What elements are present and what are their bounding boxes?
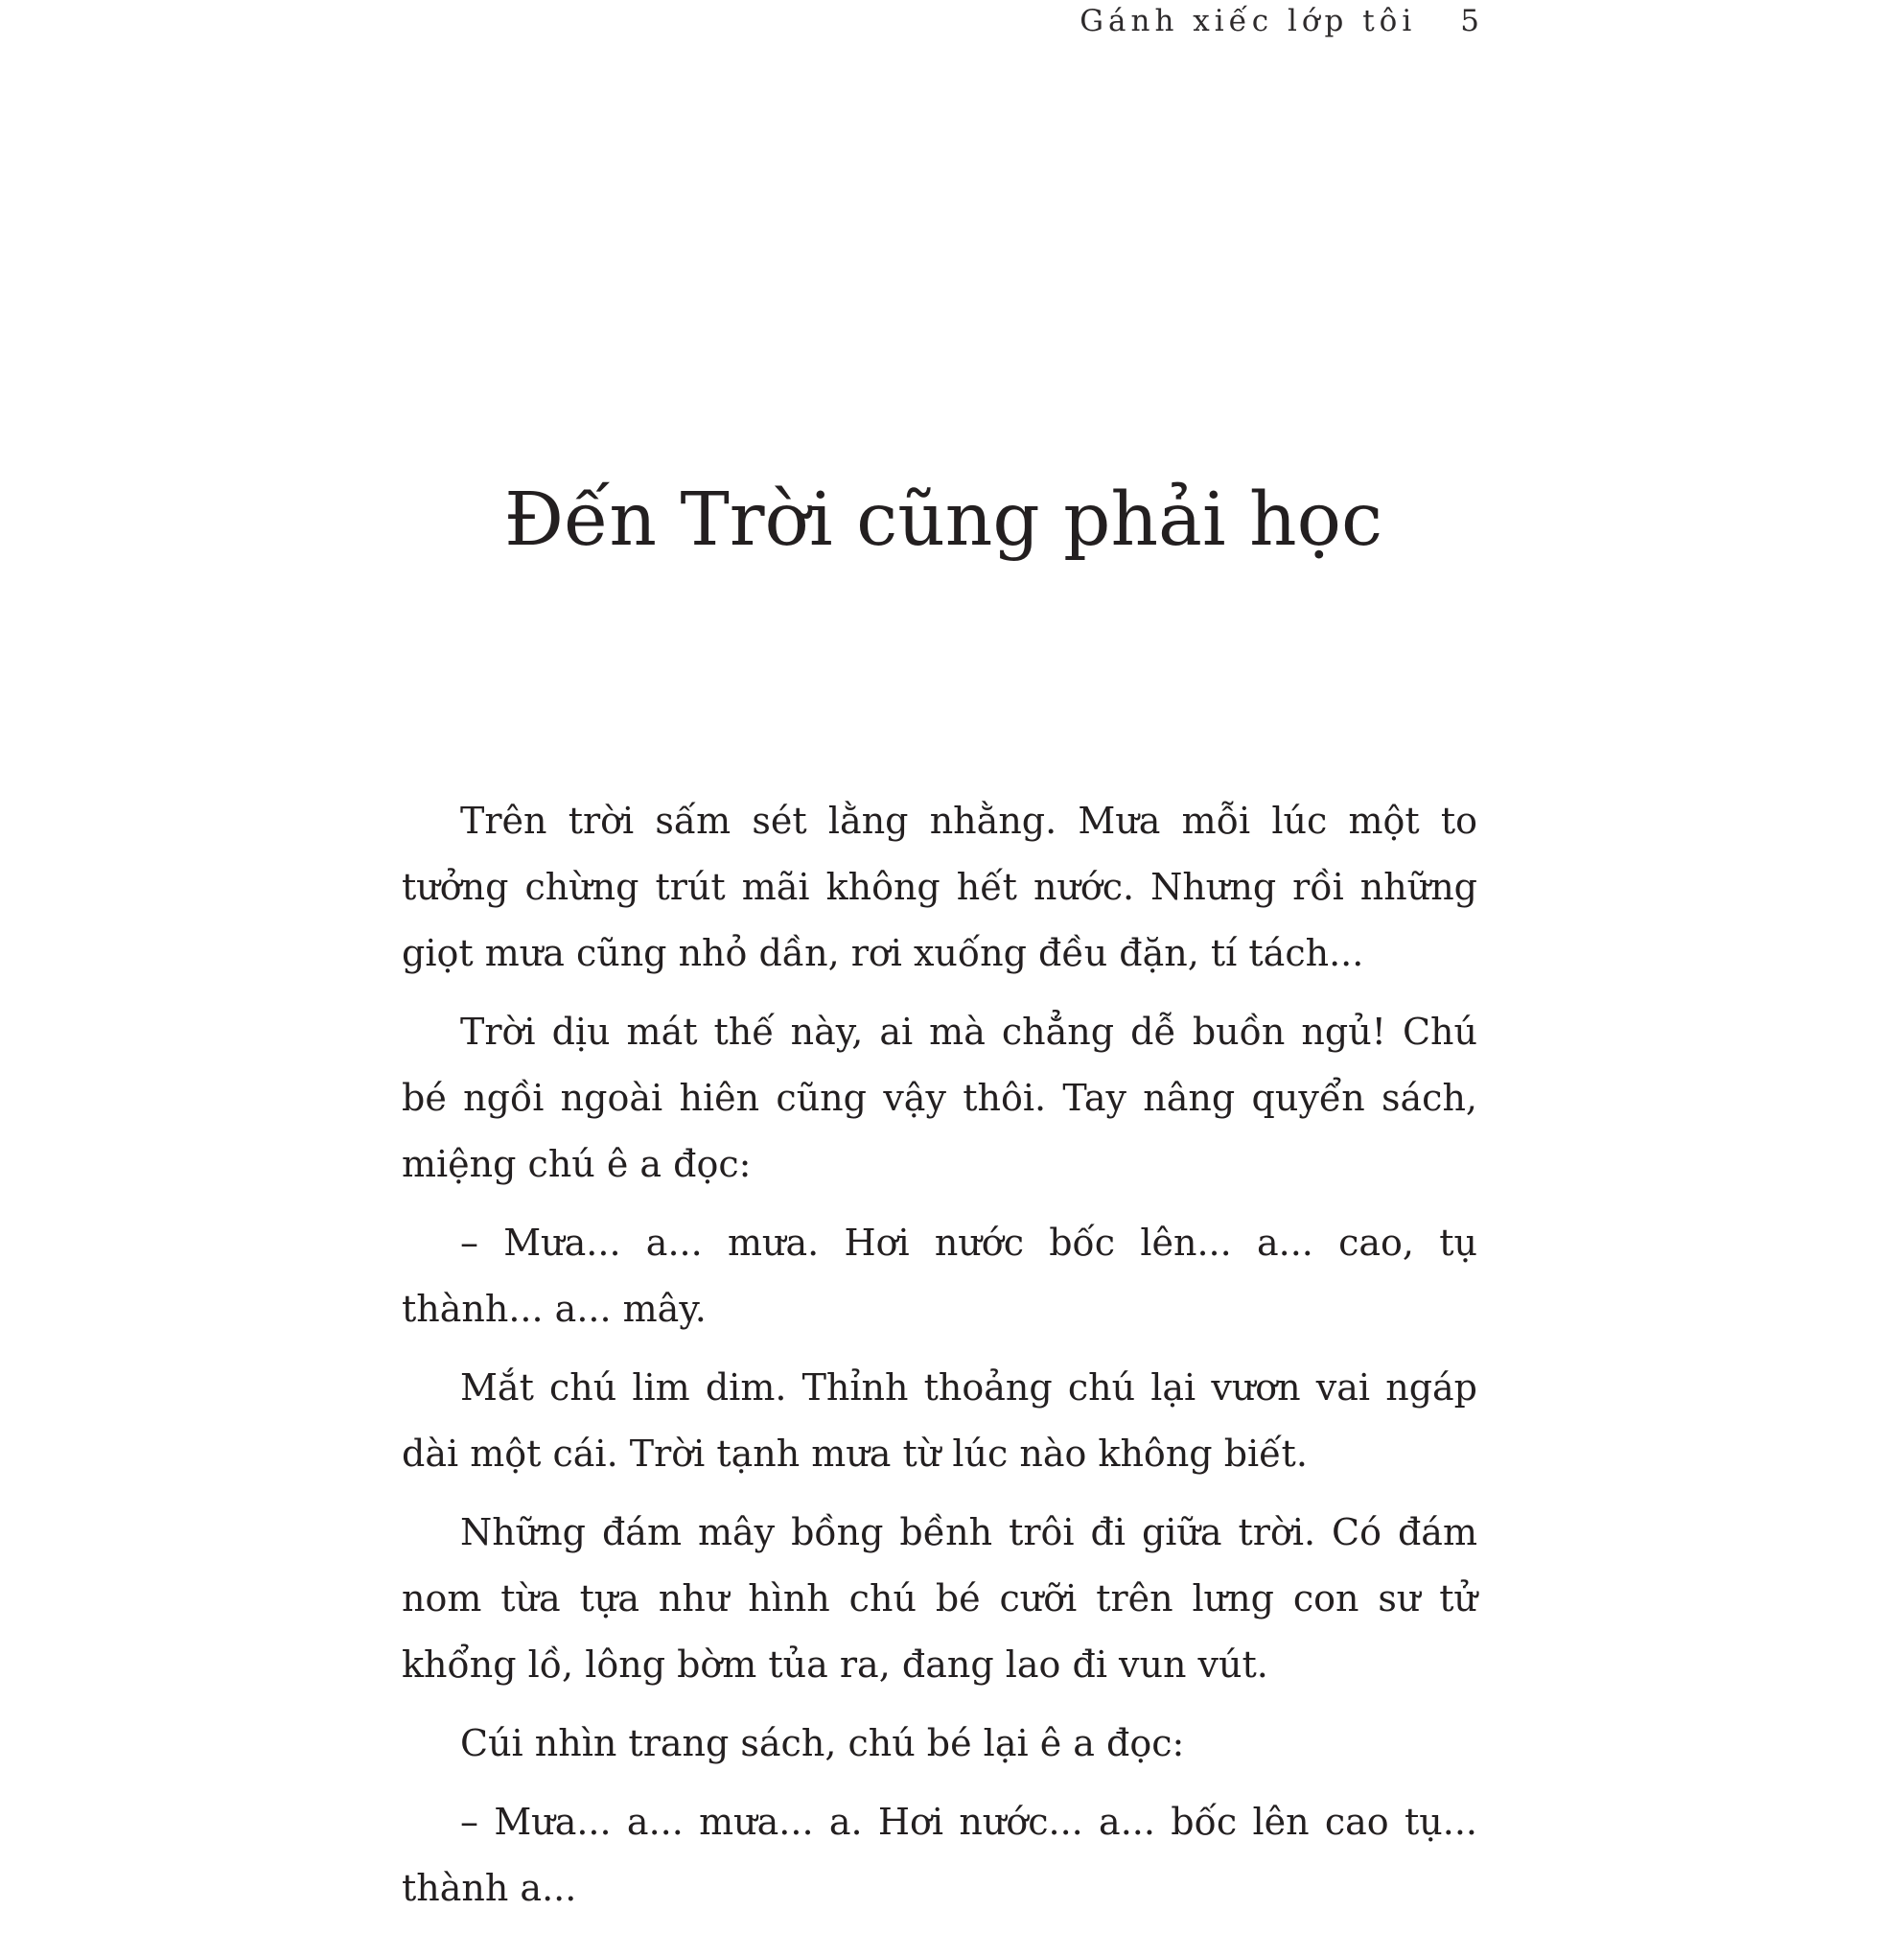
body-text bbox=[402, 788, 1477, 1934]
book-title: Gánh xiếc lớp tôi bbox=[1080, 4, 1417, 38]
page-number: 5 bbox=[1460, 4, 1484, 38]
paragraph: Trên trời sấm sét lằng nhằng. Mưa mỗi lúc một to tưởng chừng trút mãi không hết nước. Nhưng rồi những giọt mưa cũng nhỏ dần, rơi xuống đều đặn, tí tách... bbox=[402, 800, 1477, 974]
chapter-title: Đến Trời cũng phải học bbox=[503, 478, 1383, 563]
paragraph: – Mưa... a... mưa. Hơi nước bốc lên... a... cao, tụ thành... a... mây. bbox=[402, 1222, 1477, 1330]
running-header bbox=[1080, 4, 1484, 38]
paragraph: Những đám mây bồng bềnh trôi đi giữa trời. Có đám nom từa tựa như hình chú bé cưỡi trên lưng con sư tử khổng lồ, lông bờm tủa ra, đang lao đi vun vút. bbox=[402, 1511, 1477, 1686]
paragraph: Cúi nhìn trang sách, chú bé lại ê a đọc: bbox=[460, 1722, 1185, 1764]
paragraph: – Mưa... a... mưa... a. Hơi nước... a... bốc lên cao tụ... thành a... bbox=[402, 1801, 1477, 1909]
paragraph: Trời dịu mát thế này, ai mà chẳng dễ buồn ngủ! Chú bé ngồi ngoài hiên cũng vậy thôi. Tay nâng quyển sách, miệng chú ê a đọc: bbox=[402, 1011, 1477, 1185]
paragraph: Mắt chú lim dim. Thỉnh thoảng chú lại vươn vai ngáp dài một cái. Trời tạnh mưa từ lúc nào không biết. bbox=[402, 1366, 1477, 1475]
